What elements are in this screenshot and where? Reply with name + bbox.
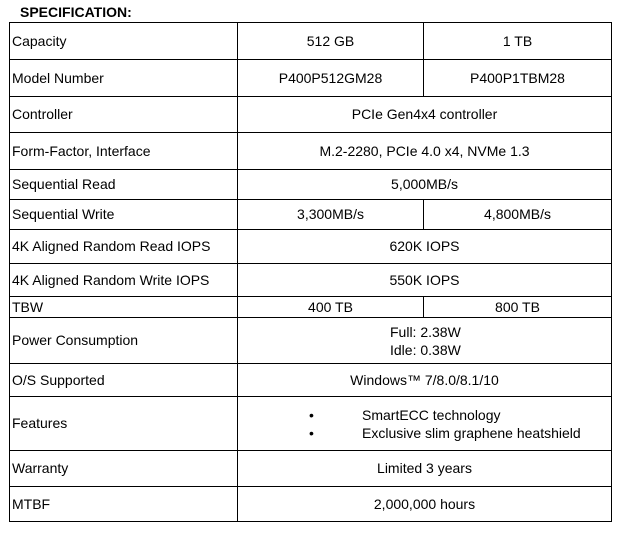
power-idle: Idle: 0.38W bbox=[390, 341, 461, 358]
seq-read-value: 5,000MB/s bbox=[238, 170, 612, 200]
rand-write-value: 550K IOPS bbox=[238, 264, 612, 297]
spec-title: SPECIFICATION: bbox=[20, 4, 132, 20]
tbw-512gb: 400 TB bbox=[238, 297, 424, 318]
features-list bbox=[240, 406, 609, 442]
row-label-os: O/S Supported bbox=[10, 364, 238, 397]
tbw-1tb: 800 TB bbox=[424, 297, 612, 318]
capacity-512gb: 512 GB bbox=[238, 23, 424, 60]
table-row bbox=[10, 170, 612, 200]
list-item bbox=[240, 406, 609, 424]
feature-heatshield: Exclusive slim graphene heatshield bbox=[362, 424, 581, 441]
power-value bbox=[238, 318, 612, 364]
row-label-power: Power Consumption bbox=[10, 318, 238, 364]
mtbf-value: 2,000,000 hours bbox=[238, 487, 612, 522]
table-row bbox=[10, 264, 612, 297]
row-label-mtbf: MTBF bbox=[10, 487, 238, 522]
seq-write-512gb: 3,300MB/s bbox=[238, 200, 424, 230]
row-label-rand-read: 4K Aligned Random Read IOPS bbox=[10, 230, 238, 264]
table-row bbox=[10, 23, 612, 60]
row-label-form-factor: Form-Factor, Interface bbox=[10, 133, 238, 170]
rand-read-value: 620K IOPS bbox=[238, 230, 612, 264]
features-value bbox=[238, 397, 612, 451]
table-row bbox=[10, 133, 612, 170]
power-full: Full: 2.38W bbox=[390, 323, 461, 340]
list-item bbox=[240, 424, 609, 442]
row-label-seq-write: Sequential Write bbox=[10, 200, 238, 230]
os-value: Windows™ 7/8.0/8.1/10 bbox=[238, 364, 612, 397]
model-512gb: P400P512GM28 bbox=[238, 60, 424, 97]
bullet-icon: • bbox=[309, 406, 314, 423]
row-label-controller: Controller bbox=[10, 97, 238, 133]
row-label-model: Model Number bbox=[10, 60, 238, 97]
table-row bbox=[10, 364, 612, 397]
table-row bbox=[10, 230, 612, 264]
table-row bbox=[10, 97, 612, 133]
table-row bbox=[10, 451, 612, 487]
row-label-features: Features bbox=[10, 397, 238, 451]
table-row bbox=[10, 60, 612, 97]
row-label-seq-read: Sequential Read bbox=[10, 170, 238, 200]
table-row bbox=[10, 200, 612, 230]
feature-smartecc: SmartECC technology bbox=[362, 406, 501, 423]
row-label-rand-write: 4K Aligned Random Write IOPS bbox=[10, 264, 238, 297]
form-factor-value: M.2-2280, PCIe 4.0 x4, NVMe 1.3 bbox=[238, 133, 612, 170]
table-row bbox=[10, 397, 612, 451]
capacity-1tb: 1 TB bbox=[424, 23, 612, 60]
row-label-warranty: Warranty bbox=[10, 451, 238, 487]
table-row bbox=[10, 487, 612, 522]
row-label-capacity: Capacity bbox=[10, 23, 238, 60]
row-label-tbw: TBW bbox=[10, 297, 238, 318]
controller-value: PCIe Gen4x4 controller bbox=[238, 97, 612, 133]
seq-write-1tb: 4,800MB/s bbox=[424, 200, 612, 230]
table-row bbox=[10, 318, 612, 364]
table-row bbox=[10, 297, 612, 318]
model-1tb: P400P1TBM28 bbox=[424, 60, 612, 97]
warranty-value: Limited 3 years bbox=[238, 451, 612, 487]
bullet-icon: • bbox=[309, 424, 314, 441]
spec-table bbox=[9, 22, 612, 522]
